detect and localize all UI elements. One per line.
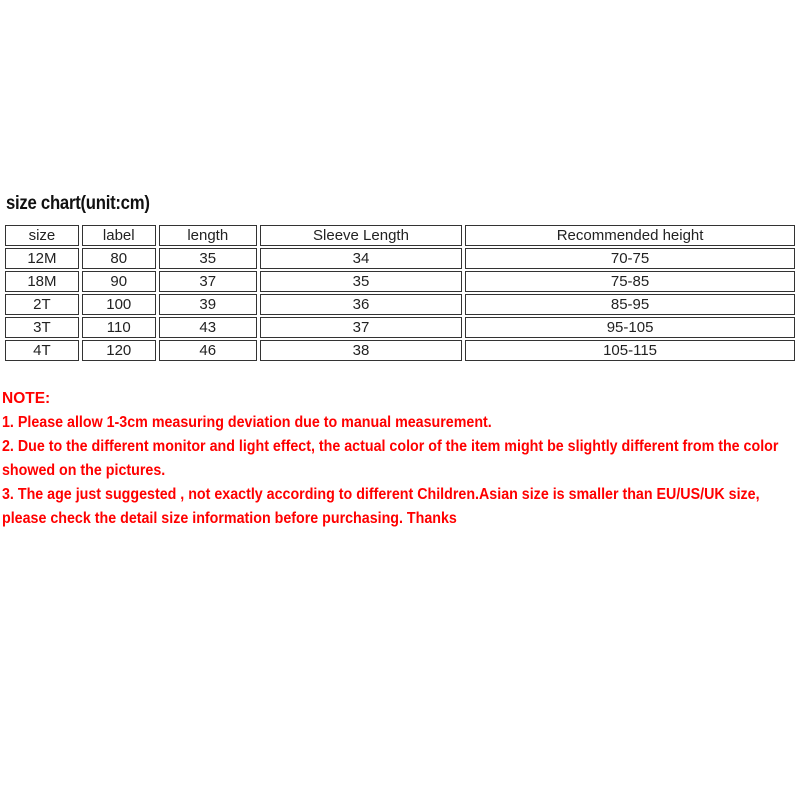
note-item-3: 3. The age just suggested , not exactly according to different Children.Asian size is smaller than EU/US/UK size, please check the detail size information before purchasing. Thanks xyxy=(2,486,760,527)
cell-length: 35 xyxy=(159,248,257,269)
cell-sleeve-length: 38 xyxy=(260,340,462,361)
notes-section xyxy=(2,387,798,531)
cell-recommended-height: 70-75 xyxy=(465,248,795,269)
cell-label: 100 xyxy=(82,294,156,315)
table-row xyxy=(5,340,795,361)
cell-size: 18M xyxy=(5,271,79,292)
size-chart-title: size chart(unit:cm) xyxy=(6,193,150,214)
cell-sleeve-length: 35 xyxy=(260,271,462,292)
cell-size: 3T xyxy=(5,317,79,338)
cell-sleeve-length: 37 xyxy=(260,317,462,338)
header-recommended-height: Recommended height xyxy=(465,225,795,246)
header-label: label xyxy=(82,225,156,246)
cell-recommended-height: 85-95 xyxy=(465,294,795,315)
note-item-1: 1. Please allow 1-3cm measuring deviation due to manual measurement. xyxy=(2,414,492,431)
table-row xyxy=(5,271,795,292)
cell-sleeve-length: 36 xyxy=(260,294,462,315)
table-row xyxy=(5,248,795,269)
header-length: length xyxy=(159,225,257,246)
cell-recommended-height: 95-105 xyxy=(465,317,795,338)
table-header-row xyxy=(5,225,795,246)
header-size: size xyxy=(5,225,79,246)
cell-length: 37 xyxy=(159,271,257,292)
cell-length: 46 xyxy=(159,340,257,361)
cell-label: 120 xyxy=(82,340,156,361)
cell-label: 110 xyxy=(82,317,156,338)
note-item-2: 2. Due to the different monitor and light effect, the actual color of the item might be slightly different from the color showed on the pictures. xyxy=(2,438,779,479)
cell-size: 4T xyxy=(5,340,79,361)
cell-label: 90 xyxy=(82,271,156,292)
table-row xyxy=(5,294,795,315)
cell-recommended-height: 105-115 xyxy=(465,340,795,361)
table-row xyxy=(5,317,795,338)
header-sleeve-length: Sleeve Length xyxy=(260,225,462,246)
note-heading: NOTE: xyxy=(2,390,51,407)
cell-sleeve-length: 34 xyxy=(260,248,462,269)
cell-length: 43 xyxy=(159,317,257,338)
cell-recommended-height: 75-85 xyxy=(465,271,795,292)
size-chart-table xyxy=(2,223,798,363)
cell-label: 80 xyxy=(82,248,156,269)
cell-size: 12M xyxy=(5,248,79,269)
cell-size: 2T xyxy=(5,294,79,315)
cell-length: 39 xyxy=(159,294,257,315)
